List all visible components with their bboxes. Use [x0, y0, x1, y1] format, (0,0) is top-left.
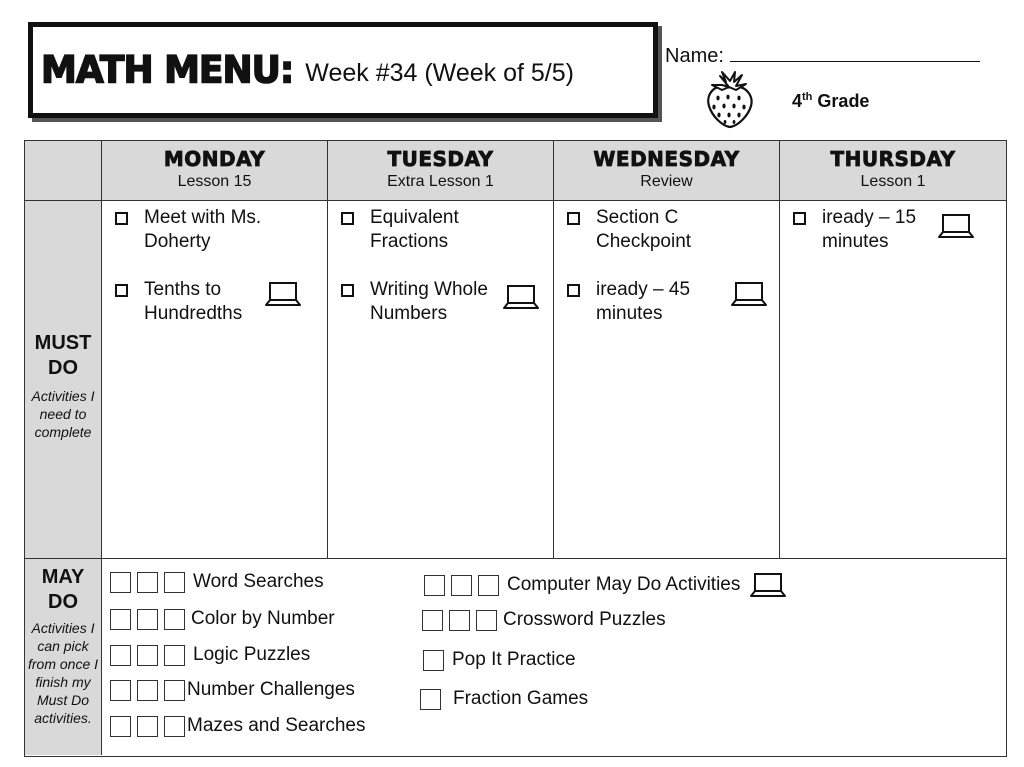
- must-do-tuesday: [328, 201, 554, 559]
- menu-grid: [24, 140, 1007, 757]
- day-lesson: Lesson 1: [860, 173, 926, 190]
- checkbox-icon[interactable]: [137, 716, 158, 737]
- checkbox-icon[interactable]: [137, 645, 158, 666]
- task-item[interactable]: Writing Whole Numbers: [338, 278, 508, 326]
- checkbox-icon[interactable]: [420, 689, 441, 710]
- must-do-wednesday: [554, 201, 780, 559]
- checkbox-icon[interactable]: [164, 680, 185, 701]
- checkbox-icon[interactable]: [164, 716, 185, 737]
- may-do-item[interactable]: Word Searches: [110, 571, 324, 593]
- checkbox-icon[interactable]: [451, 575, 472, 596]
- checkbox-icon[interactable]: [476, 610, 497, 631]
- day-name: MONDAY: [163, 147, 266, 171]
- may-do-item[interactable]: Crossword Puzzles: [422, 609, 666, 631]
- checkbox-icon[interactable]: [164, 572, 185, 593]
- day-header-wednesday: [554, 141, 780, 201]
- checkbox-icon[interactable]: [110, 645, 131, 666]
- task-item[interactable]: Meet with Ms. Doherty: [112, 206, 282, 254]
- corner-cell: [25, 141, 102, 201]
- name-field[interactable]: [665, 44, 980, 68]
- must-do-monday: [102, 201, 328, 559]
- may-do-item[interactable]: Fraction Games: [420, 688, 588, 710]
- checkbox-icon[interactable]: [341, 212, 354, 225]
- checkbox-icon[interactable]: [341, 284, 354, 297]
- task-item[interactable]: iready – 15 minutes: [790, 206, 940, 254]
- checkbox-icon[interactable]: [115, 284, 128, 297]
- day-name: THURSDAY: [830, 147, 956, 171]
- checkbox-icon[interactable]: [110, 716, 131, 737]
- may-do-description: Activities I can pick from once I finish my Must Do activities.: [27, 620, 99, 726]
- may-do-item[interactable]: Computer May Do Activities: [424, 572, 786, 598]
- checkbox-icon[interactable]: [137, 680, 158, 701]
- week-label: Week #34 (Week of 5/5): [305, 58, 574, 87]
- day-lesson: Review: [640, 173, 693, 190]
- day-lesson: Lesson 15: [177, 173, 252, 190]
- checkbox-icon[interactable]: [793, 212, 806, 225]
- task-item[interactable]: Section C Checkpoint: [564, 206, 734, 254]
- laptop-icon: [938, 213, 974, 239]
- laptop-icon: [731, 281, 767, 307]
- checkbox-icon[interactable]: [423, 650, 444, 671]
- may-do-item[interactable]: Pop It Practice: [423, 649, 576, 671]
- task-item[interactable]: Tenths to Hundredths: [112, 278, 272, 326]
- checkbox-icon[interactable]: [110, 680, 131, 701]
- grade-label: 4th Grade: [792, 91, 870, 111]
- checkbox-icon[interactable]: [567, 284, 580, 297]
- may-do-area: [102, 559, 1006, 755]
- may-do-label: MAY DO Activities I can pick from once I finish my Must Do activities.: [25, 559, 102, 755]
- checkbox-icon[interactable]: [164, 609, 185, 630]
- laptop-icon: [265, 281, 301, 307]
- checkbox-icon[interactable]: [137, 572, 158, 593]
- name-blank-line[interactable]: [730, 44, 980, 62]
- day-header-tuesday: [328, 141, 554, 201]
- laptop-icon: [503, 284, 539, 310]
- task-item[interactable]: iready – 45 minutes: [564, 278, 714, 326]
- day-name: WEDNESDAY: [593, 147, 740, 171]
- task-item[interactable]: Equivalent Fractions: [338, 206, 508, 254]
- may-do-item[interactable]: Logic Puzzles: [110, 644, 310, 666]
- checkbox-icon[interactable]: [110, 572, 131, 593]
- checkbox-icon[interactable]: [164, 645, 185, 666]
- day-lesson: Extra Lesson 1: [387, 173, 494, 190]
- may-do-item[interactable]: Color by Number: [110, 608, 335, 630]
- day-header-thursday: [780, 141, 1006, 201]
- laptop-icon: [750, 572, 786, 598]
- title-box: [28, 22, 658, 118]
- day-header-monday: [102, 141, 328, 201]
- must-do-description: Activities I need to complete: [31, 388, 95, 440]
- checkbox-icon[interactable]: [110, 609, 131, 630]
- checkbox-icon[interactable]: [422, 610, 443, 631]
- must-do-thursday: [780, 201, 1006, 559]
- checkbox-icon[interactable]: [449, 610, 470, 631]
- checkbox-icon[interactable]: [567, 212, 580, 225]
- may-do-item[interactable]: Mazes and Searches: [110, 715, 366, 737]
- day-name: TUESDAY: [387, 147, 494, 171]
- checkbox-icon[interactable]: [478, 575, 499, 596]
- strawberry-icon: [700, 70, 758, 130]
- may-do-item[interactable]: Number Challenges: [110, 679, 355, 701]
- checkbox-icon[interactable]: [115, 212, 128, 225]
- name-label: Name:: [665, 45, 724, 67]
- checkbox-icon[interactable]: [424, 575, 445, 596]
- page-title: MATH MENU:: [41, 48, 294, 92]
- checkbox-icon[interactable]: [137, 609, 158, 630]
- must-do-label: MUST DO Activities I need to complete: [25, 201, 102, 559]
